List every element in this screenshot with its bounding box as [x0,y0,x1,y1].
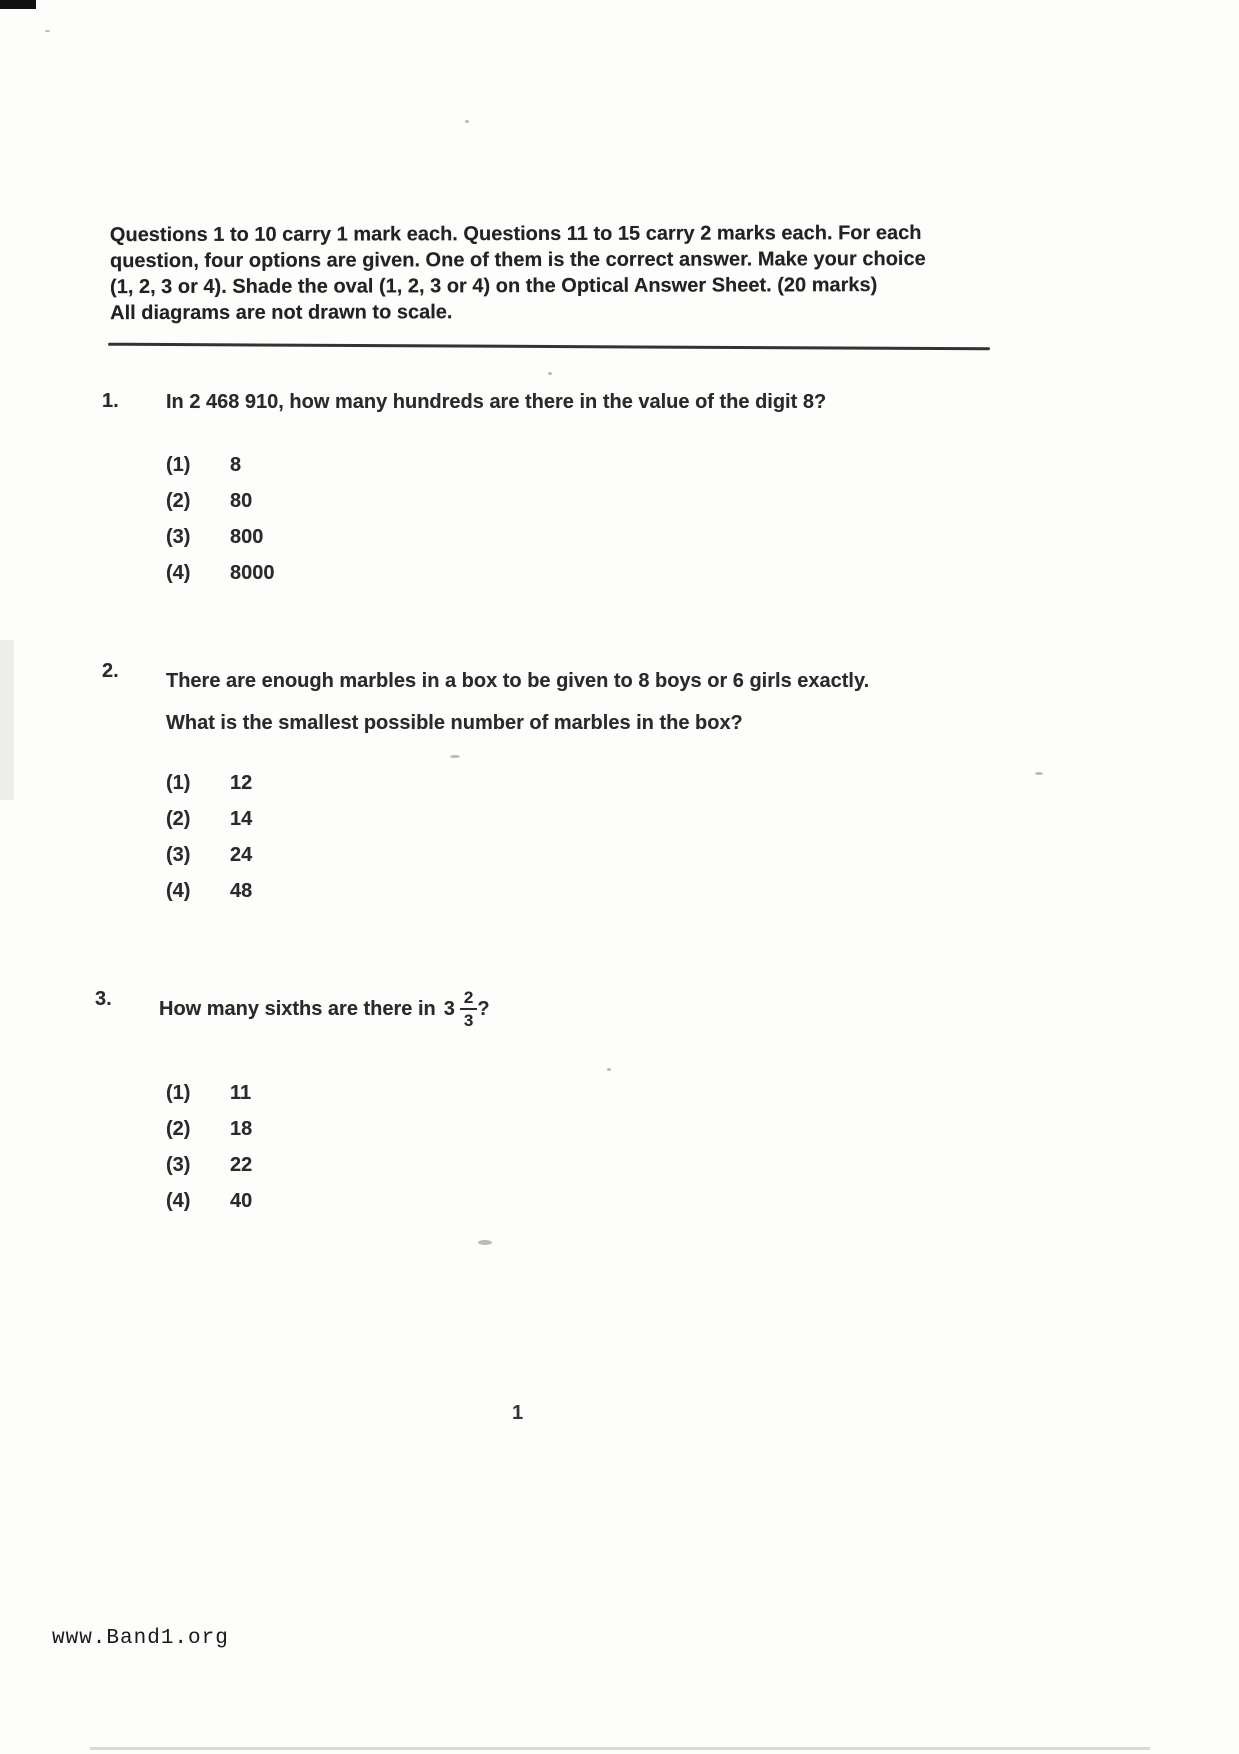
option-label: (1) [166,1082,191,1104]
scan-speck [548,372,552,375]
option-value: 14 [230,808,253,830]
option-label: (4) [166,562,191,584]
option-row [166,1118,1035,1141]
question-2 [102,660,1042,916]
option-label: (3) [166,844,191,866]
scan-speck [45,30,50,32]
question-text: In 2 468 910, how many hundreds are there in the value of the digit 8? [166,391,827,413]
option-label: (1) [166,772,191,794]
scan-bottom-streak [90,1747,1150,1750]
option-value: 24 [230,844,253,866]
option-row [166,880,1042,903]
option-value: 800 [230,526,264,548]
option-row [166,1082,1035,1105]
option-row [166,454,1042,477]
mixed-number [444,988,478,1030]
scan-speck [478,1240,492,1245]
question-1 [102,390,1042,598]
option-label: (2) [166,808,191,830]
option-value: 18 [230,1118,253,1140]
option-value: 48 [230,880,253,902]
option-value: 11 [230,1082,252,1104]
option-row [166,772,1042,795]
watermark-url: www.Band1.org [52,1627,229,1650]
question-number: 1. [102,390,119,412]
scan-edge-smudge [0,640,14,800]
question-text-line: There are enough marbles in a box to be given to 8 boys or 6 girls exactly. [166,670,870,692]
options-list [166,454,1042,585]
option-row [166,1190,1035,1213]
page-number: 1 [512,1402,524,1424]
option-value: 40 [230,1190,253,1212]
options-list [166,1082,1035,1213]
instructions-line: All diagrams are not drawn to scale. [110,301,453,325]
instructions-line: question, four options are given. One of them is the correct answer. Make your choice [109,247,926,273]
question-3 [95,988,1035,1226]
option-label: (1) [166,454,191,476]
option-label: (3) [166,526,191,548]
option-value: 80 [230,490,253,512]
fraction-numerator: 2 [460,988,477,1010]
option-label: (4) [166,880,191,902]
question-number: 3. [95,988,112,1010]
option-label: (3) [166,1154,191,1176]
option-row [166,1154,1035,1177]
option-label: (4) [166,1190,191,1212]
mixed-number-whole: 3 [443,998,455,1020]
instructions-line: Questions 1 to 10 carry 1 mark each. Questions 11 to 15 carry 2 marks each. For each [109,221,922,247]
option-value: 8 [230,454,242,476]
instructions-block [110,220,960,326]
option-value: 22 [230,1154,253,1176]
scan-corner-mark [0,0,36,9]
option-row [166,562,1042,585]
question-text-suffix: ? [477,998,490,1020]
option-value: 8000 [230,562,275,584]
option-row [166,490,1042,513]
question-number: 2. [102,660,119,682]
option-label: (2) [166,1118,191,1140]
header-divider-line [108,343,990,351]
question-text: How many sixths are there in [159,998,436,1020]
option-row [166,526,1042,549]
option-label: (2) [166,490,191,512]
scan-speck [465,120,469,123]
fraction [460,988,477,1030]
option-value: 12 [230,772,253,794]
fraction-denominator: 3 [463,1011,474,1030]
question-text-line: What is the smallest possible number of marbles in the box? [166,712,743,734]
options-list [166,772,1042,903]
option-row [166,844,1042,867]
option-row [166,808,1042,831]
instructions-line: (1, 2, 3 or 4). Shade the oval (1, 2, 3 or 4) on the Optical Answer Sheet. (20 marks) [110,274,878,299]
